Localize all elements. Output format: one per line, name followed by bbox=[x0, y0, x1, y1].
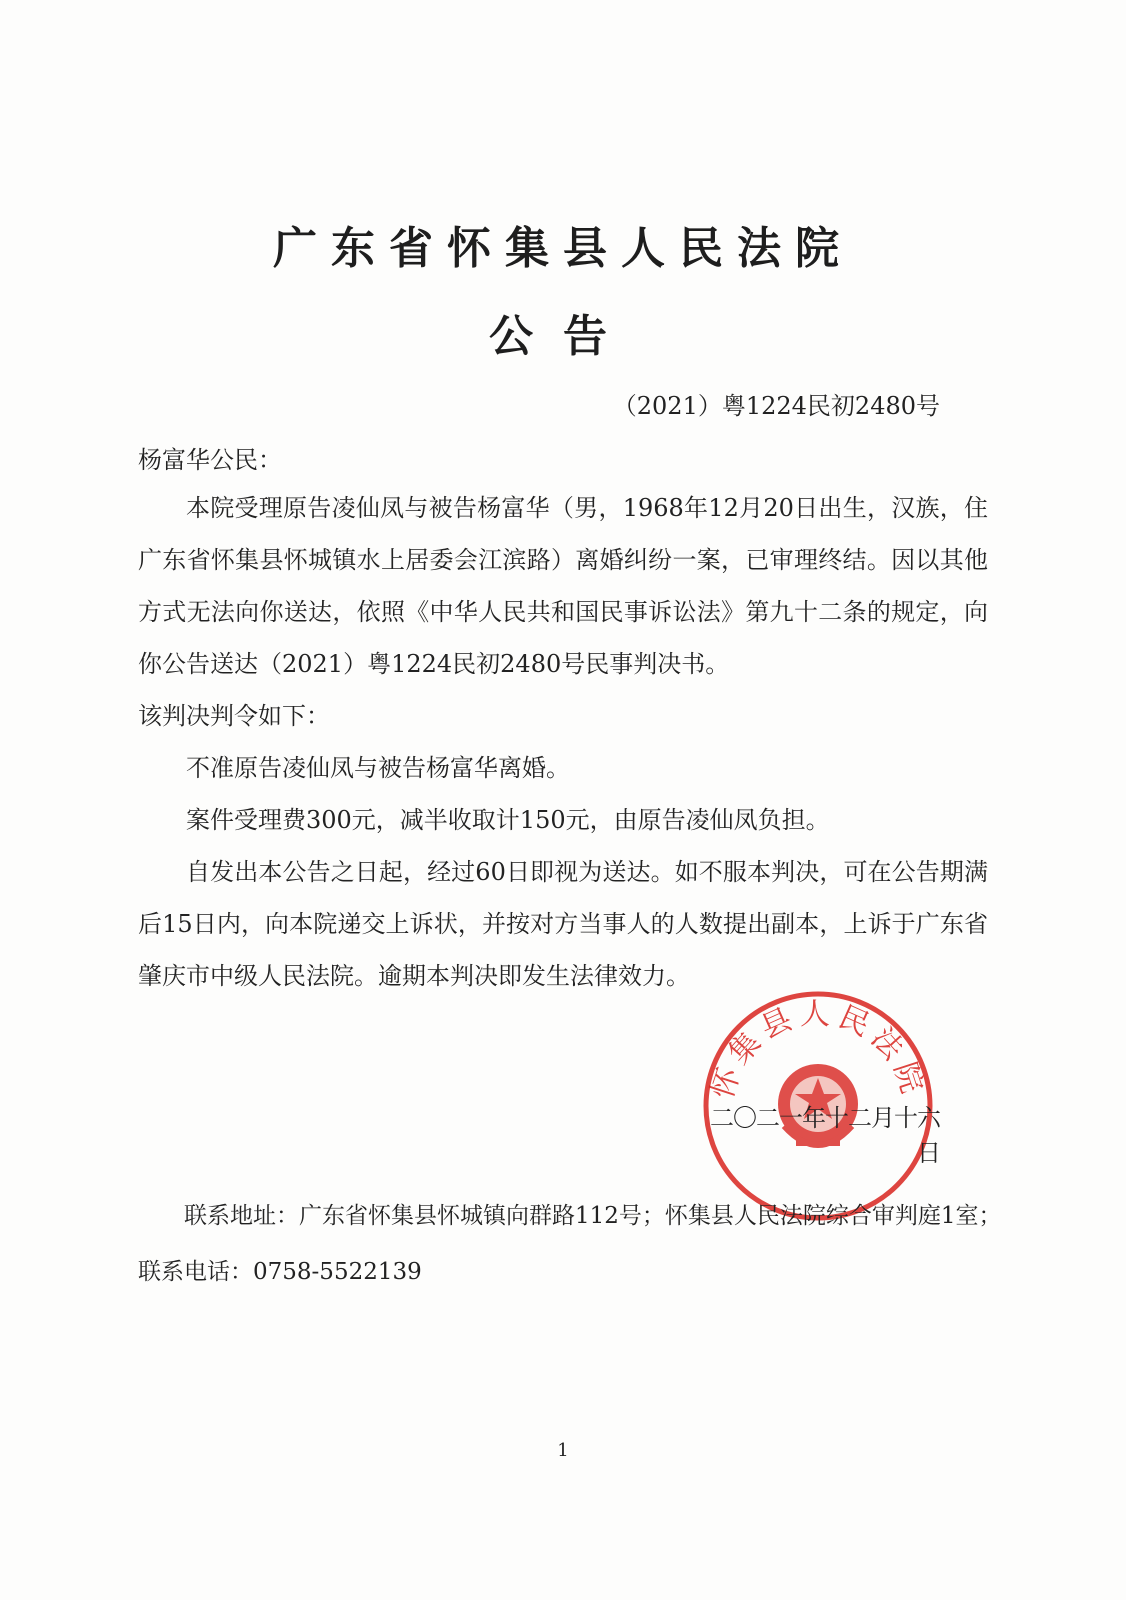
contact-address: 联系地址：广东省怀集县怀城镇向群路112号；怀集县人民法院综合审判庭1室； bbox=[184, 1203, 1002, 1229]
seal-text: 怀集县人民法院 bbox=[704, 997, 932, 1104]
issue-date: 二〇二一年十二月十六日 bbox=[710, 1104, 940, 1167]
contact-phone: 联系电话：0758-5522139 bbox=[138, 1259, 422, 1285]
document-title: 公告 bbox=[489, 311, 637, 362]
body-paragraph-appeal: 自发出本公告之日起，经过60日即视为送达。如不服本判决，可在公告期满后15日内，向本院递交上诉状，并按对方当事人的人数提出副本，上诉于广东省肇庆市中级人民法院。逾期本判决即发生法律效力。 bbox=[138, 858, 988, 990]
page-number: 1 bbox=[557, 1440, 569, 1461]
case-number: （2021）粤1224民初2480号 bbox=[612, 392, 940, 420]
addressee: 杨富华公民： bbox=[138, 446, 282, 474]
judgment-intro: 该判决判令如下： bbox=[138, 702, 330, 730]
body-paragraph-ruling: 不准原告凌仙凤与被告杨富华离婚。 bbox=[186, 754, 570, 782]
body-paragraph-case bbox=[138, 482, 988, 742]
contact-info bbox=[138, 1188, 1002, 1300]
body-paragraph-fee: 案件受理费300元，减半收取计150元，由原告凌仙凤负担。 bbox=[186, 806, 830, 834]
notice-body bbox=[138, 482, 988, 1002]
case-text: 本院受理原告凌仙凤与被告杨富华（男，1968年12月20日出生，汉族，住广东省怀集县怀城镇水上居委会江滨路）离婚纠纷一案，已审理终结。因以其他方式无法向你送达，依照《中华人民共和国民事诉讼法》第九十二条的规定，向你公告送达（2021）粤1224民初2480号民事判决书。 bbox=[138, 494, 988, 678]
court-name: 广东省怀集县人民法院 bbox=[273, 223, 853, 274]
